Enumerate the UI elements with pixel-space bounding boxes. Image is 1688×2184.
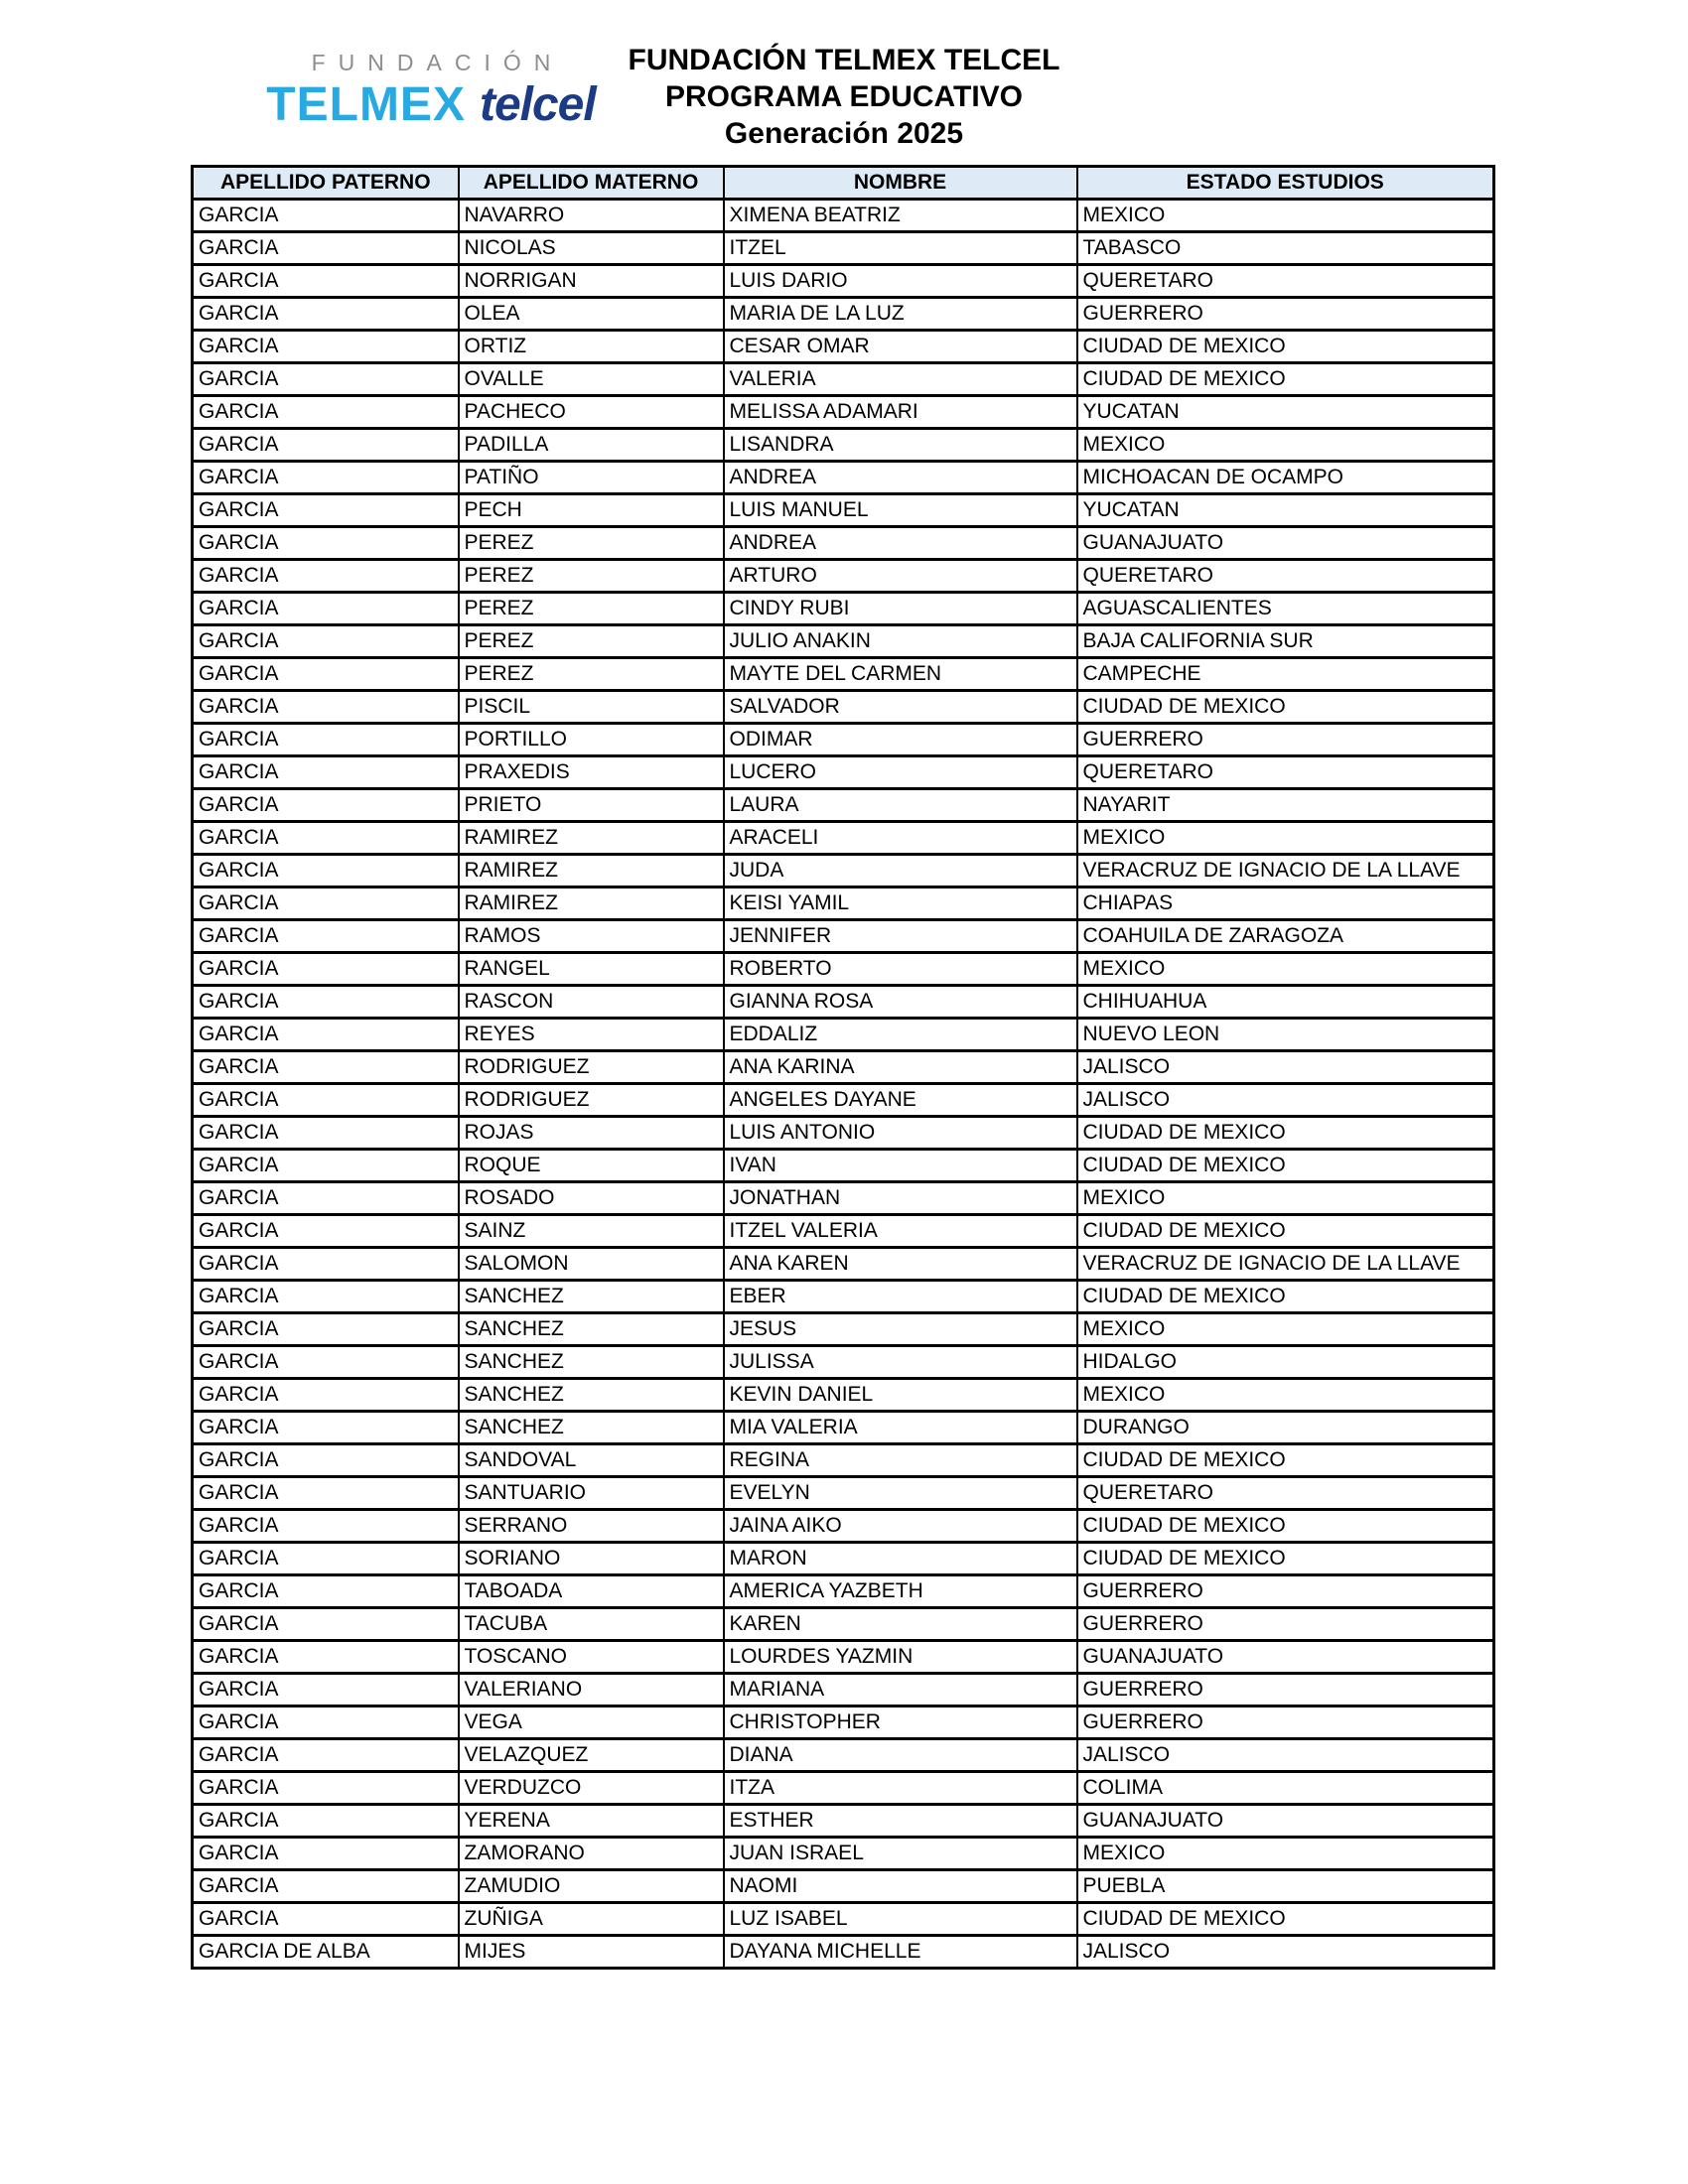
table-cell: JALISCO <box>1077 1084 1494 1117</box>
table-row <box>193 200 1494 232</box>
table-row <box>193 232 1494 265</box>
table-cell: GUERRERO <box>1077 1706 1494 1739</box>
table-cell: GARCIA <box>193 1674 459 1706</box>
table-cell: CIUDAD DE MEXICO <box>1077 363 1494 396</box>
table-cell: NUEVO LEON <box>1077 1019 1494 1051</box>
table-cell: GUANAJUATO <box>1077 1641 1494 1674</box>
column-header-apellido-paterno: APELLIDO PATERNO <box>193 167 459 200</box>
table-cell: GARCIA <box>193 1641 459 1674</box>
table-row <box>193 1412 1494 1444</box>
table-row <box>193 1051 1494 1084</box>
table-cell: OVALLE <box>459 363 724 396</box>
table-cell: GUANAJUATO <box>1077 527 1494 560</box>
page-header <box>0 0 1688 165</box>
table-cell: MEXICO <box>1077 1379 1494 1412</box>
table-cell: GARCIA <box>193 691 459 724</box>
student-roster-table <box>191 165 1495 1970</box>
table-cell: JALISCO <box>1077 1051 1494 1084</box>
table-cell: VEGA <box>459 1706 724 1739</box>
table-cell: PORTILLO <box>459 724 724 756</box>
table-cell: GARCIA <box>193 724 459 756</box>
table-cell: LAURA <box>724 789 1077 822</box>
table-cell: GARCIA <box>193 1019 459 1051</box>
table-cell: MEXICO <box>1077 1182 1494 1215</box>
table-row <box>193 1182 1494 1215</box>
table-row <box>193 855 1494 887</box>
table-cell: JALISCO <box>1077 1739 1494 1772</box>
table-cell: PACHECO <box>459 396 724 429</box>
table-row <box>193 462 1494 494</box>
table-cell: NICOLAS <box>459 232 724 265</box>
table-row <box>193 1281 1494 1313</box>
table-cell: GARCIA <box>193 625 459 658</box>
table-cell: VELAZQUEZ <box>459 1739 724 1772</box>
table-row <box>193 527 1494 560</box>
table-cell: TABASCO <box>1077 232 1494 265</box>
table-cell: XIMENA BEATRIZ <box>724 200 1077 232</box>
table-cell: ROQUE <box>459 1150 724 1182</box>
table-cell: SANCHEZ <box>459 1379 724 1412</box>
table-row <box>193 560 1494 593</box>
column-header-apellido-materno: APELLIDO MATERNO <box>459 167 724 200</box>
table-cell: JENNIFER <box>724 920 1077 953</box>
table-cell: OLEA <box>459 298 724 331</box>
table-row <box>193 593 1494 625</box>
table-cell: CIUDAD DE MEXICO <box>1077 1281 1494 1313</box>
table-cell: GARCIA <box>193 1706 459 1739</box>
table-cell: GARCIA <box>193 756 459 789</box>
table-cell: ZUÑIGA <box>459 1903 724 1936</box>
table-cell: MELISSA ADAMARI <box>724 396 1077 429</box>
table-cell: GUERRERO <box>1077 1608 1494 1641</box>
table-cell: MEXICO <box>1077 1838 1494 1870</box>
table-cell: SALOMON <box>459 1248 724 1281</box>
table-cell: GARCIA <box>193 1477 459 1510</box>
table-cell: SANDOVAL <box>459 1444 724 1477</box>
table-cell: ITZEL <box>724 232 1077 265</box>
table-cell: ANA KARINA <box>724 1051 1077 1084</box>
table-cell: GARCIA <box>193 560 459 593</box>
table-row <box>193 1215 1494 1248</box>
table-cell: GARCIA <box>193 1182 459 1215</box>
table-row <box>193 724 1494 756</box>
table-cell: GARCIA <box>193 1346 459 1379</box>
table-cell: VERACRUZ DE IGNACIO DE LA LLAVE <box>1077 855 1494 887</box>
table-cell: VALERIANO <box>459 1674 724 1706</box>
table-cell: GARCIA <box>193 331 459 363</box>
table-cell: RAMOS <box>459 920 724 953</box>
table-cell: MEXICO <box>1077 1313 1494 1346</box>
table-row <box>193 1346 1494 1379</box>
table-row <box>193 920 1494 953</box>
table-row <box>193 756 1494 789</box>
table-row <box>193 1706 1494 1739</box>
table-body <box>193 200 1494 1969</box>
table-cell: PEREZ <box>459 625 724 658</box>
table-cell: PUEBLA <box>1077 1870 1494 1903</box>
table-cell: KEISI YAMIL <box>724 887 1077 920</box>
table-cell: PEREZ <box>459 527 724 560</box>
table-cell: LUIS DARIO <box>724 265 1077 298</box>
table-cell: NAYARIT <box>1077 789 1494 822</box>
table-cell: SANTUARIO <box>459 1477 724 1510</box>
table-cell: ROJAS <box>459 1117 724 1150</box>
logo-telcel-wordmark: telcel <box>479 78 596 131</box>
table-header-row <box>193 167 1494 200</box>
table-cell: CHRISTOPHER <box>724 1706 1077 1739</box>
table-cell: RODRIGUEZ <box>459 1084 724 1117</box>
table-cell: IVAN <box>724 1150 1077 1182</box>
table-header <box>193 167 1494 200</box>
table-cell: ODIMAR <box>724 724 1077 756</box>
table-row <box>193 1903 1494 1936</box>
table-cell: SANCHEZ <box>459 1346 724 1379</box>
table-cell: SORIANO <box>459 1543 724 1575</box>
table-cell: PATIÑO <box>459 462 724 494</box>
table-row <box>193 1608 1494 1641</box>
table-cell: GARCIA <box>193 1870 459 1903</box>
table-row <box>193 1313 1494 1346</box>
table-cell: QUERETARO <box>1077 756 1494 789</box>
table-cell: HIDALGO <box>1077 1346 1494 1379</box>
table-cell: VERACRUZ DE IGNACIO DE LA LLAVE <box>1077 1248 1494 1281</box>
table-cell: CIUDAD DE MEXICO <box>1077 1117 1494 1150</box>
table-cell: PEREZ <box>459 658 724 691</box>
table-cell: YUCATAN <box>1077 494 1494 527</box>
table-cell: MARIA DE LA LUZ <box>724 298 1077 331</box>
table-row <box>193 953 1494 986</box>
table-row <box>193 429 1494 462</box>
table-cell: GARCIA <box>193 1084 459 1117</box>
table-cell: JAINA AIKO <box>724 1510 1077 1543</box>
table-cell: CESAR OMAR <box>724 331 1077 363</box>
table-cell: REGINA <box>724 1444 1077 1477</box>
table-row <box>193 1838 1494 1870</box>
table-cell: GARCIA <box>193 1739 459 1772</box>
table-row <box>193 887 1494 920</box>
table-cell: GARCIA <box>193 1051 459 1084</box>
table-cell: AGUASCALIENTES <box>1077 593 1494 625</box>
table-cell: MARON <box>724 1543 1077 1575</box>
table-cell: MIA VALERIA <box>724 1412 1077 1444</box>
table-cell: GARCIA <box>193 986 459 1019</box>
table-cell: ARACELI <box>724 822 1077 855</box>
table-cell: SERRANO <box>459 1510 724 1543</box>
table-cell: GARCIA <box>193 789 459 822</box>
table-cell: YERENA <box>459 1805 724 1838</box>
title-line-3: Generación 2025 <box>724 117 964 150</box>
table-cell: GIANNA ROSA <box>724 986 1077 1019</box>
document-title-block <box>0 42 1688 152</box>
table-cell: GUERRERO <box>1077 1674 1494 1706</box>
table-row <box>193 1739 1494 1772</box>
table-cell: LUIS ANTONIO <box>724 1117 1077 1150</box>
table-cell: COAHUILA DE ZARAGOZA <box>1077 920 1494 953</box>
table-cell: JESUS <box>724 1313 1077 1346</box>
table-cell: GARCIA <box>193 887 459 920</box>
table-cell: ITZEL VALERIA <box>724 1215 1077 1248</box>
table-cell: GARCIA <box>193 822 459 855</box>
table-row <box>193 1248 1494 1281</box>
table-cell: CIUDAD DE MEXICO <box>1077 331 1494 363</box>
table-cell: RODRIGUEZ <box>459 1051 724 1084</box>
table-cell: PISCIL <box>459 691 724 724</box>
table-cell: GARCIA <box>193 527 459 560</box>
table-row <box>193 691 1494 724</box>
table-cell: CHIHUAHUA <box>1077 986 1494 1019</box>
table-cell: PEREZ <box>459 593 724 625</box>
table-row <box>193 298 1494 331</box>
title-line-1: FUNDACIÓN TELMEX TELCEL <box>628 44 1060 76</box>
table-row <box>193 265 1494 298</box>
table-row <box>193 1543 1494 1575</box>
table-cell: PEREZ <box>459 560 724 593</box>
table-cell: GARCIA <box>193 200 459 232</box>
table-cell: CIUDAD DE MEXICO <box>1077 1543 1494 1575</box>
table-cell: EBER <box>724 1281 1077 1313</box>
table-row <box>193 1019 1494 1051</box>
table-cell: VERDUZCO <box>459 1772 724 1805</box>
table-cell: GARCIA <box>193 1838 459 1870</box>
table-cell: ANDREA <box>724 462 1077 494</box>
column-header-estado-estudios: ESTADO ESTUDIOS <box>1077 167 1494 200</box>
table-row <box>193 1150 1494 1182</box>
table-cell: GUERRERO <box>1077 724 1494 756</box>
table-cell: JONATHAN <box>724 1182 1077 1215</box>
table-row <box>193 789 1494 822</box>
table-cell: PRIETO <box>459 789 724 822</box>
table-cell: GARCIA DE ALBA <box>193 1936 459 1969</box>
table-cell: JUAN ISRAEL <box>724 1838 1077 1870</box>
logo-fundacion-text: FUNDACIÓN <box>311 50 564 75</box>
table-cell: MICHOACAN DE OCAMPO <box>1077 462 1494 494</box>
table-cell: JULIO ANAKIN <box>724 625 1077 658</box>
table-cell: LUZ ISABEL <box>724 1903 1077 1936</box>
table-row <box>193 1477 1494 1510</box>
table-cell: ROBERTO <box>724 953 1077 986</box>
table-row <box>193 1870 1494 1903</box>
table-row <box>193 1117 1494 1150</box>
table-cell: DIANA <box>724 1739 1077 1772</box>
table-cell: CIUDAD DE MEXICO <box>1077 1444 1494 1477</box>
table-cell: GARCIA <box>193 1215 459 1248</box>
table-row <box>193 1674 1494 1706</box>
table-cell: NAVARRO <box>459 200 724 232</box>
table-cell: REYES <box>459 1019 724 1051</box>
title-line-2: PROGRAMA EDUCATIVO <box>665 80 1023 113</box>
table-cell: SANCHEZ <box>459 1412 724 1444</box>
table-cell: RANGEL <box>459 953 724 986</box>
table-cell: GARCIA <box>193 593 459 625</box>
table-cell: CHIAPAS <box>1077 887 1494 920</box>
logo-telmex-wordmark: TELMEX <box>266 78 466 131</box>
table-cell: GARCIA <box>193 1248 459 1281</box>
table-cell: RAMIREZ <box>459 822 724 855</box>
table-cell: GARCIA <box>193 1510 459 1543</box>
table-cell: KEVIN DANIEL <box>724 1379 1077 1412</box>
table-cell: GARCIA <box>193 494 459 527</box>
table-row <box>193 986 1494 1019</box>
table-cell: ESTHER <box>724 1805 1077 1838</box>
table-cell: RASCON <box>459 986 724 1019</box>
table-cell: MIJES <box>459 1936 724 1969</box>
table-cell: LOURDES YAZMIN <box>724 1641 1077 1674</box>
table-cell: GARCIA <box>193 1444 459 1477</box>
table-cell: PRAXEDIS <box>459 756 724 789</box>
table-row <box>193 1936 1494 1969</box>
table-row <box>193 396 1494 429</box>
table-cell: JUDA <box>724 855 1077 887</box>
table-cell: GARCIA <box>193 1150 459 1182</box>
table-cell: GARCIA <box>193 1313 459 1346</box>
table-row <box>193 1772 1494 1805</box>
table-cell: DURANGO <box>1077 1412 1494 1444</box>
table-row <box>193 363 1494 396</box>
table-cell: GARCIA <box>193 1543 459 1575</box>
table-cell: GARCIA <box>193 363 459 396</box>
table-cell: NORRIGAN <box>459 265 724 298</box>
table-row <box>193 1641 1494 1674</box>
table-cell: CINDY RUBI <box>724 593 1077 625</box>
table-cell: CIUDAD DE MEXICO <box>1077 691 1494 724</box>
table-cell: RAMIREZ <box>459 887 724 920</box>
table-cell: GARCIA <box>193 1608 459 1641</box>
table-cell: ITZA <box>724 1772 1077 1805</box>
table-cell: LISANDRA <box>724 429 1077 462</box>
table-cell: CIUDAD DE MEXICO <box>1077 1150 1494 1182</box>
table-cell: GARCIA <box>193 1772 459 1805</box>
table-row <box>193 625 1494 658</box>
table-cell: GARCIA <box>193 232 459 265</box>
table-row <box>193 1510 1494 1543</box>
table-cell: GARCIA <box>193 298 459 331</box>
table-cell: SALVADOR <box>724 691 1077 724</box>
table-row <box>193 822 1494 855</box>
table-cell: CIUDAD DE MEXICO <box>1077 1510 1494 1543</box>
table-row <box>193 1444 1494 1477</box>
table-cell: GARCIA <box>193 429 459 462</box>
table-cell: BAJA CALIFORNIA SUR <box>1077 625 1494 658</box>
table-cell: ANDREA <box>724 527 1077 560</box>
table-cell: AMERICA YAZBETH <box>724 1575 1077 1608</box>
table-cell: GUERRERO <box>1077 1575 1494 1608</box>
table-cell: MAYTE DEL CARMEN <box>724 658 1077 691</box>
table-cell: QUERETARO <box>1077 265 1494 298</box>
table-cell: PADILLA <box>459 429 724 462</box>
table-cell: EDDALIZ <box>724 1019 1077 1051</box>
table-cell: QUERETARO <box>1077 560 1494 593</box>
table-cell: GARCIA <box>193 1903 459 1936</box>
table-cell: EVELYN <box>724 1477 1077 1510</box>
table-cell: VALERIA <box>724 363 1077 396</box>
table-row <box>193 1084 1494 1117</box>
table-cell: COLIMA <box>1077 1772 1494 1805</box>
table-cell: GARCIA <box>193 1281 459 1313</box>
table-cell: TABOADA <box>459 1575 724 1608</box>
table-cell: SANCHEZ <box>459 1281 724 1313</box>
table-cell: GARCIA <box>193 855 459 887</box>
table-cell: ARTURO <box>724 560 1077 593</box>
table-cell: ORTIZ <box>459 331 724 363</box>
table-cell: GUERRERO <box>1077 298 1494 331</box>
table-cell: CIUDAD DE MEXICO <box>1077 1215 1494 1248</box>
column-header-nombre: NOMBRE <box>724 167 1077 200</box>
table-cell: ANA KAREN <box>724 1248 1077 1281</box>
table-cell: ROSADO <box>459 1182 724 1215</box>
table-cell: GARCIA <box>193 920 459 953</box>
table-cell: YUCATAN <box>1077 396 1494 429</box>
table-cell: JALISCO <box>1077 1936 1494 1969</box>
table-cell: GARCIA <box>193 1805 459 1838</box>
table-cell: GARCIA <box>193 953 459 986</box>
table-row <box>193 331 1494 363</box>
table-cell: GARCIA <box>193 1412 459 1444</box>
table-cell: QUERETARO <box>1077 1477 1494 1510</box>
table-cell: MEXICO <box>1077 429 1494 462</box>
table-cell: ZAMUDIO <box>459 1870 724 1903</box>
table-cell: GARCIA <box>193 396 459 429</box>
table-cell: NAOMI <box>724 1870 1077 1903</box>
table-cell: KAREN <box>724 1608 1077 1641</box>
table-cell: RAMIREZ <box>459 855 724 887</box>
table-cell: TACUBA <box>459 1608 724 1641</box>
table-row <box>193 494 1494 527</box>
table-row <box>193 1805 1494 1838</box>
table-cell: MEXICO <box>1077 822 1494 855</box>
table-row <box>193 1575 1494 1608</box>
table-cell: GUANAJUATO <box>1077 1805 1494 1838</box>
table-cell: GARCIA <box>193 462 459 494</box>
table-cell: MEXICO <box>1077 200 1494 232</box>
table-cell: GARCIA <box>193 1575 459 1608</box>
table-cell: TOSCANO <box>459 1641 724 1674</box>
table-cell: GARCIA <box>193 658 459 691</box>
table-cell: MARIANA <box>724 1674 1077 1706</box>
table-cell: GARCIA <box>193 265 459 298</box>
table-row <box>193 1379 1494 1412</box>
table-cell: SAINZ <box>459 1215 724 1248</box>
table-cell: LUCERO <box>724 756 1077 789</box>
table-cell: CIUDAD DE MEXICO <box>1077 1903 1494 1936</box>
table-cell: PECH <box>459 494 724 527</box>
table-cell: GARCIA <box>193 1117 459 1150</box>
table-cell: SANCHEZ <box>459 1313 724 1346</box>
table-cell: MEXICO <box>1077 953 1494 986</box>
table-cell: JULISSA <box>724 1346 1077 1379</box>
table-row <box>193 658 1494 691</box>
table-cell: LUIS MANUEL <box>724 494 1077 527</box>
table-cell: DAYANA MICHELLE <box>724 1936 1077 1969</box>
table-cell: ANGELES DAYANE <box>724 1084 1077 1117</box>
table-cell: CAMPECHE <box>1077 658 1494 691</box>
table-cell: ZAMORANO <box>459 1838 724 1870</box>
table-cell: GARCIA <box>193 1379 459 1412</box>
